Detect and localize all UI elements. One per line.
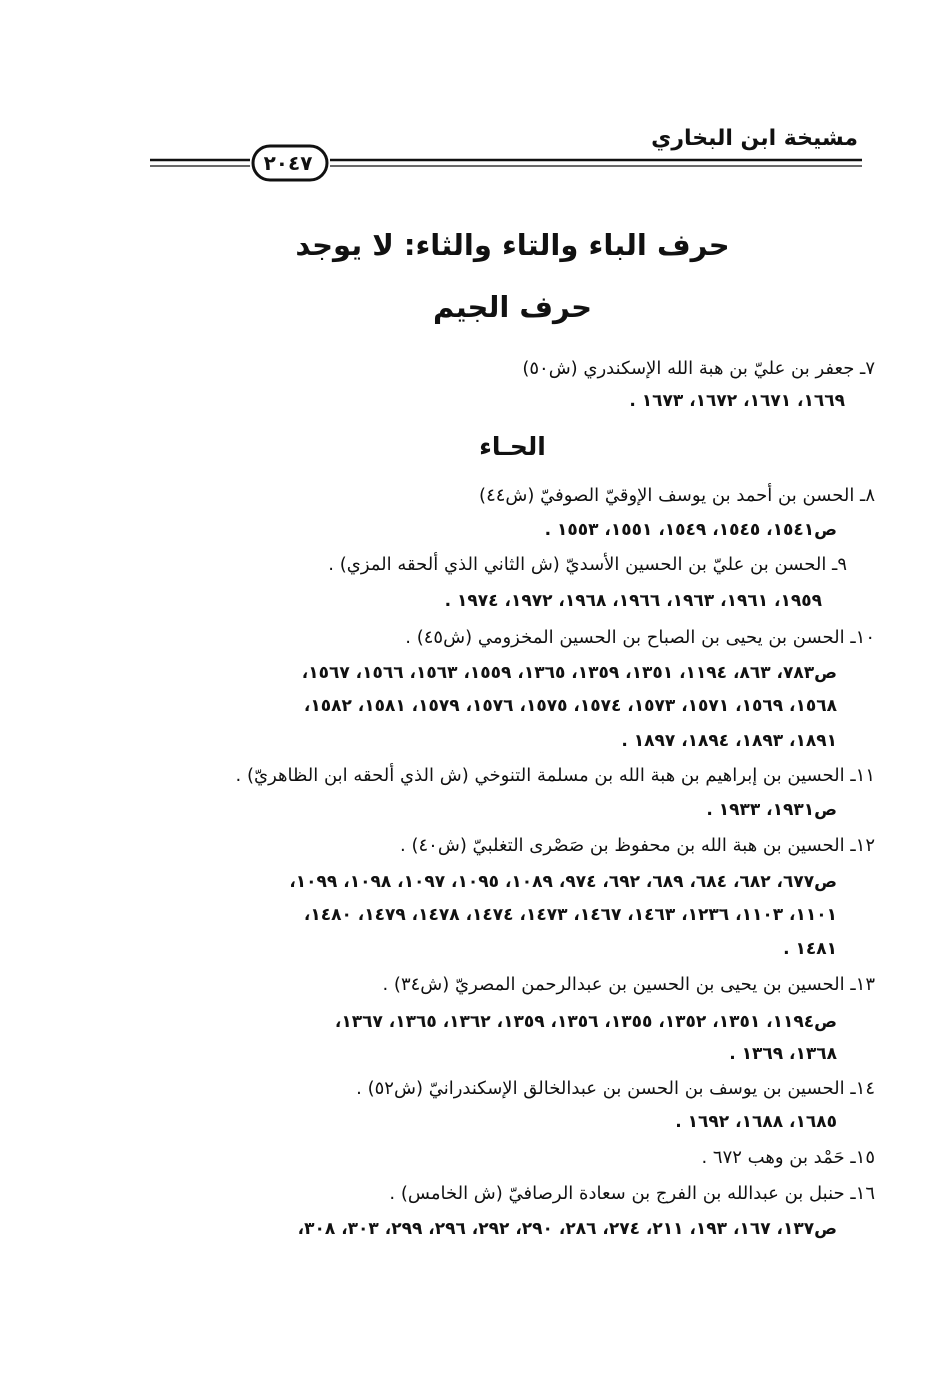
section-heading-jim: حرف الجيم [432, 290, 593, 324]
entry-14-title: ١٤ـ الحسين بن يوسف بن الحسن بن عبدالخالق الإسكندرانيّ (ش٥٢) . [356, 1078, 875, 1099]
entry-7-title: ٧ـ جعفر بن عليّ بن هبة الله الإسكندري (ش٥٠) [522, 358, 875, 379]
entry-12-refs-2: ١١٠١، ١١٠٣، ١٢٣٦، ١٤٦٣، ١٤٦٧، ١٤٧٣، ١٤٧٤، ١٤٧٨، ١٤٧٩، ١٤٨٠، [303, 905, 837, 925]
entry-7-refs: ١٦٦٩، ١٦٧١، ١٦٧٢، ١٦٧٣ . [629, 391, 845, 411]
entry-10-refs-2: ١٥٦٨، ١٥٦٩، ١٥٧١، ١٥٧٣، ١٥٧٤، ١٥٧٥، ١٥٧٦، ١٥٧٩، ١٥٨١، ١٥٨٢، [303, 696, 837, 716]
section-heading-ba-ta-tha: حرف الباء والتاء والثاء: لا يوجد [295, 228, 730, 262]
entry-8-title: ٨ـ الحسن بن أحمد بن يوسف الإوقيّ الصوفيّ (ش٤٤) [479, 485, 875, 506]
entry-13-title: ١٣ـ الحسين بن يحيى بن الحسين بن عبدالرحمن المصريّ (ش٣٤) . [382, 974, 875, 995]
entry-8-refs: ص١٥٤١، ١٥٤٥، ١٥٤٩، ١٥٥١، ١٥٥٣ . [544, 520, 837, 540]
entry-10-refs-1: ص٧٨٣، ٨٦٣، ١١٩٤، ١٣٥١، ١٣٥٩، ١٣٦٥، ١٥٥٩، ١٥٦٣، ١٥٦٦، ١٥٦٧، [301, 663, 837, 683]
entry-12-title: ١٢ـ الحسين بن هبة الله بن محفوظ بن صَصْرى التغلبيّ (ش٤٠) . [400, 835, 875, 856]
entry-11-title: ١١ـ الحسين بن إبراهيم بن هبة الله بن مسلمة التنوخي (ش الذي ألحقه ابن الظاهريّ) . [235, 765, 875, 786]
section-heading-ha: الحـاء [479, 432, 546, 461]
entry-14-refs: ١٦٨٥، ١٦٨٨، ١٦٩٢ . [675, 1112, 837, 1132]
entry-16-title: ١٦ـ حنبل بن عبدالله بن الفرج بن سعادة الرصافيّ (ش الخامس) . [389, 1183, 875, 1204]
entry-11-refs: ص١٩٣١، ١٩٣٣ . [706, 800, 837, 820]
entry-12-refs-1: ص٦٧٧، ٦٨٢، ٦٨٤، ٦٨٩، ٦٩٢، ٩٧٤، ١٠٨٩، ١٠٩٥، ١٠٩٧، ١٠٩٨، ١٠٩٩، [289, 872, 837, 892]
page-number: ٢٠٤٧ [263, 151, 313, 175]
entry-16-refs: ص١٣٧، ١٦٧، ١٩٣، ٢١١، ٢٧٤، ٢٨٦، ٢٩٠، ٢٩٢، ٢٩٦، ٢٩٩، ٣٠٣، ٣٠٨، [297, 1219, 837, 1239]
entry-9-refs: ١٩٥٩، ١٩٦١، ١٩٦٣، ١٩٦٦، ١٩٦٨، ١٩٧٢، ١٩٧٤ . [444, 591, 822, 611]
running-title: مشيخة ابن البخاري [651, 126, 858, 151]
entry-10-refs-3: ١٨٩١، ١٨٩٣، ١٨٩٤، ١٨٩٧ . [621, 731, 837, 751]
entry-13-refs-2: ١٣٦٨، ١٣٦٩ . [729, 1044, 837, 1064]
entry-10-title: ١٠ـ الحسن بن يحيى بن الصباح بن الحسين المخزومي (ش٤٥) . [405, 627, 875, 648]
entry-13-refs-1: ص١١٩٤، ١٣٥١، ١٣٥٢، ١٣٥٥، ١٣٥٦، ١٣٥٩، ١٣٦٢، ١٣٦٥، ١٣٦٧، [334, 1012, 837, 1032]
entry-15-title: ١٥ـ حَمْد بن وهب ٦٧٢ . [701, 1147, 875, 1168]
entry-9-title: ٩ـ الحسن بن عليّ بن الحسين الأسديّ (ش الثاني الذي ألحقه المزي) . [328, 554, 847, 575]
entry-12-refs-3: ١٤٨١ . [783, 939, 837, 959]
